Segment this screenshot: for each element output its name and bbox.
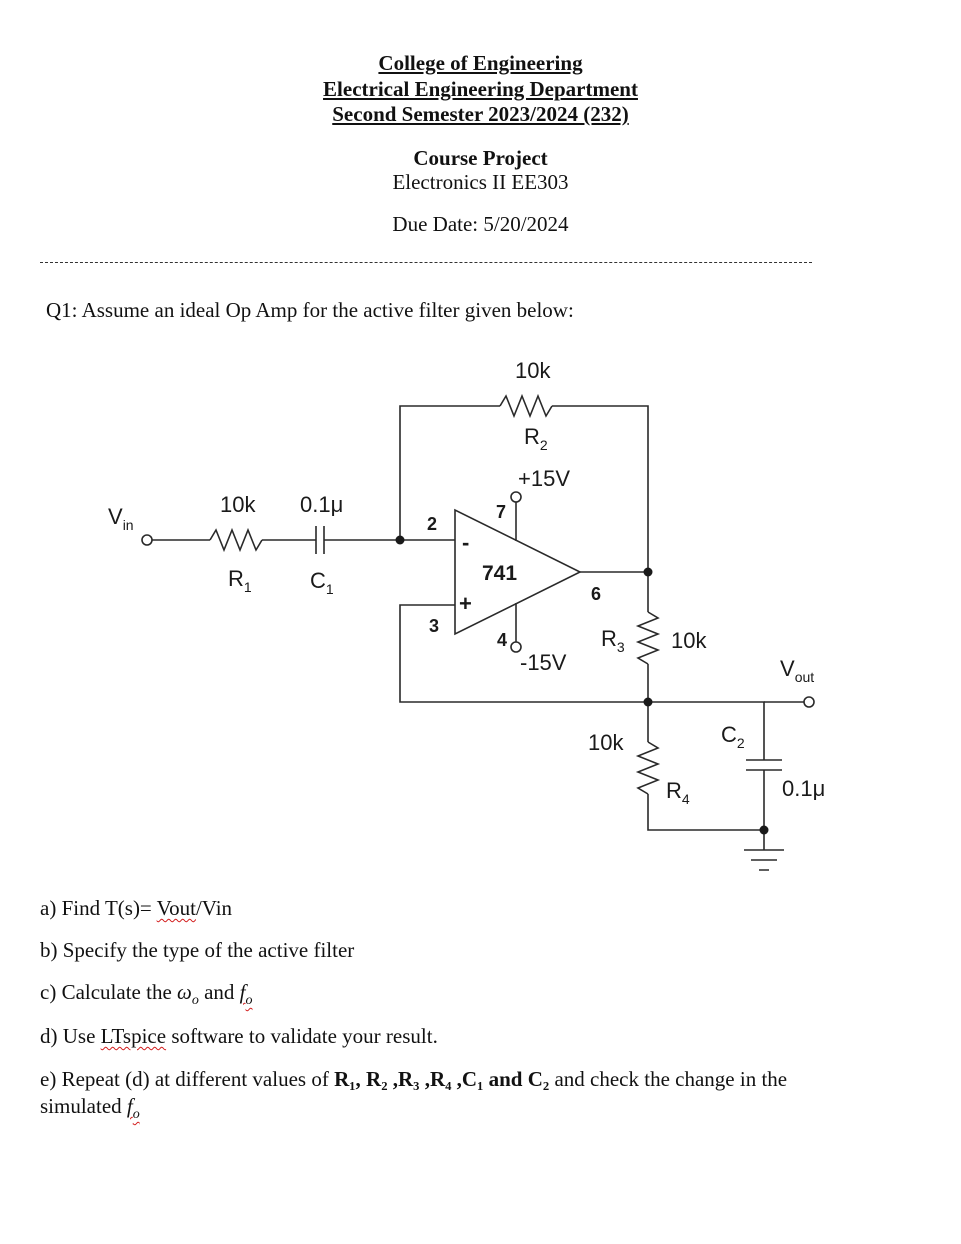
question-q1: Q1: Assume an ideal Op Amp for the active filter given below:	[46, 298, 574, 322]
r3-label: $R_3$	[601, 626, 625, 655]
node-dot-output	[644, 568, 653, 577]
opamp-plus: +	[459, 591, 472, 616]
opamp-minus: -	[462, 530, 470, 555]
r2-label: $R_2$	[524, 424, 548, 453]
c2-label: $C_2$	[721, 722, 745, 751]
node-dot-ground	[760, 826, 769, 835]
dashed-divider	[40, 262, 812, 263]
r2-resistor	[500, 396, 552, 416]
vin-label: $V_{in}$	[108, 504, 134, 533]
ground-symbol	[744, 850, 784, 870]
feedback-wire-left	[400, 406, 500, 540]
opamp-model: 741	[482, 562, 518, 585]
vout-label: $V_{out}$	[780, 656, 815, 685]
college-name: College of Engineering	[378, 51, 583, 75]
r1-value: 10k	[220, 492, 256, 517]
c1-value: 0.1μ	[300, 492, 344, 517]
department-name: Electrical Engineering Department	[323, 77, 638, 101]
c2-value: 0.1μ	[782, 776, 826, 801]
c2-capacitor	[746, 760, 782, 770]
course-name: Electronics II EE303	[392, 170, 569, 194]
pin-2-label: 2	[427, 514, 438, 534]
c1-label: $C_1$	[310, 568, 334, 597]
task-e: e) Repeat (d) at different values of R₁, R₂ ,R₃ ,R₄ ,C₁ and C₂ and check the change in the	[40, 1067, 788, 1091]
r4-value: 10k	[588, 730, 624, 755]
r2-value: 10k	[515, 358, 551, 383]
r1-resistor	[210, 530, 262, 550]
vpos-terminal	[511, 492, 521, 502]
pin-6-label: 6	[591, 584, 602, 604]
opamp-triangle	[455, 510, 580, 634]
vpos-label: +15V	[518, 466, 570, 491]
node-to-c2-wire	[648, 702, 764, 760]
task-b: b) Specify the type of the active filter	[40, 938, 355, 962]
task-e-continued: simulated $f_o$	[40, 1094, 140, 1123]
vneg-label: -15V	[520, 650, 567, 675]
r3-value: 10k	[671, 628, 707, 653]
c1-capacitor	[316, 526, 324, 554]
task-d: d) Use LTspice software to validate your result.	[40, 1024, 438, 1048]
r1-label: $R_1$	[228, 566, 252, 595]
node-dot-mid	[644, 698, 653, 707]
vin-terminal	[142, 535, 152, 545]
filter-circuit-diagram	[0, 340, 961, 900]
pin-4-label: 4	[497, 630, 508, 650]
node-dot-input	[396, 536, 405, 545]
r4-label: $R_4$	[666, 778, 690, 807]
due-date: Due Date: 5/20/2024	[392, 212, 569, 236]
semester: Second Semester 2023/2024 (232)	[332, 102, 629, 126]
course-title: Course Project	[413, 146, 548, 170]
task-c: c) Calculate the $\omega_o$ and $f_o$	[40, 980, 253, 1009]
r4-resistor	[638, 742, 658, 794]
task-a: a) Find T(s)= Vout/Vin	[40, 896, 233, 920]
pin-7-label: 7	[496, 502, 507, 522]
vout-terminal	[804, 697, 814, 707]
r3-resistor	[638, 612, 658, 664]
pin-3-label: 3	[429, 616, 440, 636]
